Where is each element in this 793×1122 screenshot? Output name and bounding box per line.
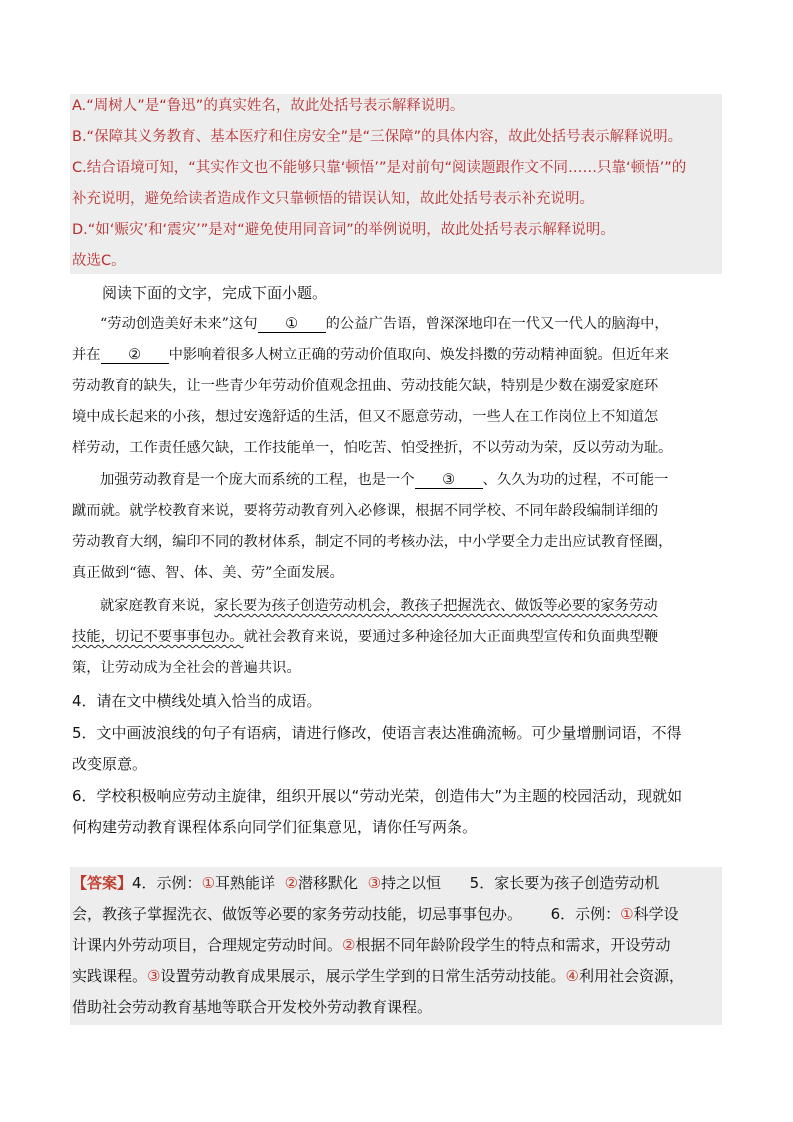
- passage-text: 并在: [72, 347, 101, 363]
- passage-text: 加强劳动教育是一个庞大而系统的工程，也是一个: [100, 472, 415, 488]
- answer-num: ③: [147, 967, 161, 985]
- explanation-line-c1: C.结合语境可知，“其实作文也不能够只靠‘顿悟’”是对前句“阅读题跟作文不同……只靠‘顿悟’”的: [72, 160, 687, 176]
- explanation-line-d: D.“如‘赈灾’和‘震灾’”是对“避免使用同音词”的举例说明，故此处括号表示解释说明。: [72, 222, 615, 238]
- answer-num: ①: [201, 874, 216, 892]
- answer-tag: 【答案】: [72, 874, 133, 892]
- question-4: 4．请在文中横线处填入恰当的成语。: [72, 692, 322, 710]
- passage-text: 、久久为功的过程，不可能一: [482, 472, 669, 488]
- answer-text: 计课内外劳动项目，合理规定劳动时间。: [72, 936, 343, 954]
- explanation-block: [70, 94, 722, 274]
- question-5-line1: 5．文中画波浪线的句子有语病，请进行修改，使语言表达准确流畅。可少量增删词语，不得: [72, 724, 682, 742]
- blank-1: [258, 316, 326, 333]
- answer-text: 4．示例：: [132, 874, 202, 892]
- question-5-line2: 改变原意。: [72, 755, 148, 773]
- passage-p1-l3: 劳动教育的缺失，让一些青少年劳动价值观念扭曲、劳动技能欠缺，特别是少数在溺爱家庭环: [72, 378, 659, 394]
- wavy-sentence-part2: 技能，切记不要事事包办。: [72, 629, 244, 645]
- passage-p3-l2: [72, 627, 658, 647]
- answer-line-3: [72, 934, 670, 956]
- answer-text: 科学设: [633, 905, 679, 923]
- answer-line-1: [72, 872, 659, 894]
- answer-text: 利用社会资源，: [578, 967, 684, 985]
- passage-text: 就社会教育来说，要通过多种途径加大正面典型宣传和负面典型鞭: [243, 629, 659, 645]
- blank-3-label: ③: [442, 472, 455, 488]
- answer-num: ④: [565, 967, 579, 985]
- passage-p3-l3: 策，让劳动成为全社会的普遍共识。: [72, 660, 301, 676]
- passage-p2-l1: [100, 470, 668, 490]
- blank-1-label: ①: [285, 316, 298, 332]
- passage-p1-l2: [72, 345, 669, 365]
- explanation-line-a: A.“周树人”是“鲁迅”的真实姓名，故此处括号表示解释说明。: [72, 98, 465, 114]
- question-6-line1: 6．学校积极响应劳动主旋律，组织开展以“劳动光荣，创造伟大”为主题的校园活动，现就如: [72, 787, 683, 805]
- answer-line-2: [72, 903, 679, 925]
- explanation-line-b: B.“保障其义务教育、基本医疗和住房安全”是“三保障”的具体内容，故此处括号表示解释说明。: [72, 129, 683, 145]
- answer-line-4: [72, 965, 684, 987]
- passage-text: 中影响着很多人树立正确的劳动价值取向、焕发抖擞的劳动精神面貌。但近年来: [168, 347, 669, 363]
- passage-p1-l5: 样劳动，工作责任感欠缺，工作技能单一，怕吃苦、怕受挫折，不以劳动为荣，反以劳动为耻。: [72, 440, 673, 456]
- answer-text: 实践课程。: [72, 967, 148, 985]
- blank-2-label: ②: [128, 347, 141, 363]
- answer-text: 6．示例：: [550, 905, 621, 923]
- answer-num: ①: [620, 905, 634, 923]
- passage-p2-l4: 真正做到“德、智、体、美、劳”全面发展。: [72, 565, 344, 581]
- passage-text: 的公益广告语，曾深深地印在一代又一代人的脑海中，: [325, 316, 669, 332]
- question-6-line2: 何构建劳动教育课程体系向同学们征集意见，请你任写两条。: [72, 818, 478, 836]
- passage-text: 就家庭教育来说，: [100, 598, 215, 614]
- passage-p2-l2: 蹴而就。就学校教育来说，要将劳动教育列入必修课，根据不同学校、不同年龄段编制详细的: [72, 503, 659, 519]
- answer-text: 设置劳动教育成果展示，展示学生学到的日常生活劳动技能。: [160, 967, 566, 985]
- explanation-line-c2: 补充说明，避免给读者造成作文只靠顿悟的错误认知，故此处括号表示补充说明。: [72, 191, 594, 207]
- answer-num: ②: [284, 874, 299, 892]
- answer-line-5: 借助社会劳动教育基地等联合开发校外劳动教育课程。: [72, 998, 433, 1016]
- passage-intro: 阅读下面的文字，完成下面小题。: [102, 284, 328, 302]
- answer-num: ③: [367, 874, 382, 892]
- passage-text: “劳动创造美好未来”这句: [100, 316, 258, 332]
- passage-p3-l1: [100, 596, 658, 616]
- answer-text: 持之以恒: [381, 874, 442, 892]
- answer-text: 耳熟能详: [215, 874, 276, 892]
- passage-p1-l4: 境中成长起来的小孩，想过安逸舒适的生活，但又不愿意劳动，一些人在工作岗位上不知道怎: [72, 409, 659, 425]
- wavy-sentence-part1: 家长要为孩子创造劳动机会，教孩子把握洗衣、做饭等必要的家务劳动: [214, 598, 658, 614]
- explanation-choose: 故选C。: [72, 253, 126, 269]
- answer-text: 5．家长要为孩子创造劳动机: [469, 874, 660, 892]
- passage-p2-l3: 劳动教育大纲，编印不同的教材体系，制定不同的考核办法，中小学要全力走出应试教育怪圈，: [72, 534, 673, 550]
- answer-text: 根据不同年龄阶段学生的特点和需求，开设劳动: [355, 936, 671, 954]
- answer-num: ②: [342, 936, 356, 954]
- blank-3: [415, 472, 483, 489]
- passage-p1-l1: [100, 314, 669, 334]
- answer-text: 会，教孩子掌握洗衣、做饭等必要的家务劳动技能，切忌事事包办。: [72, 905, 523, 923]
- blank-2: [101, 347, 169, 364]
- answer-text: 潜移默化: [298, 874, 359, 892]
